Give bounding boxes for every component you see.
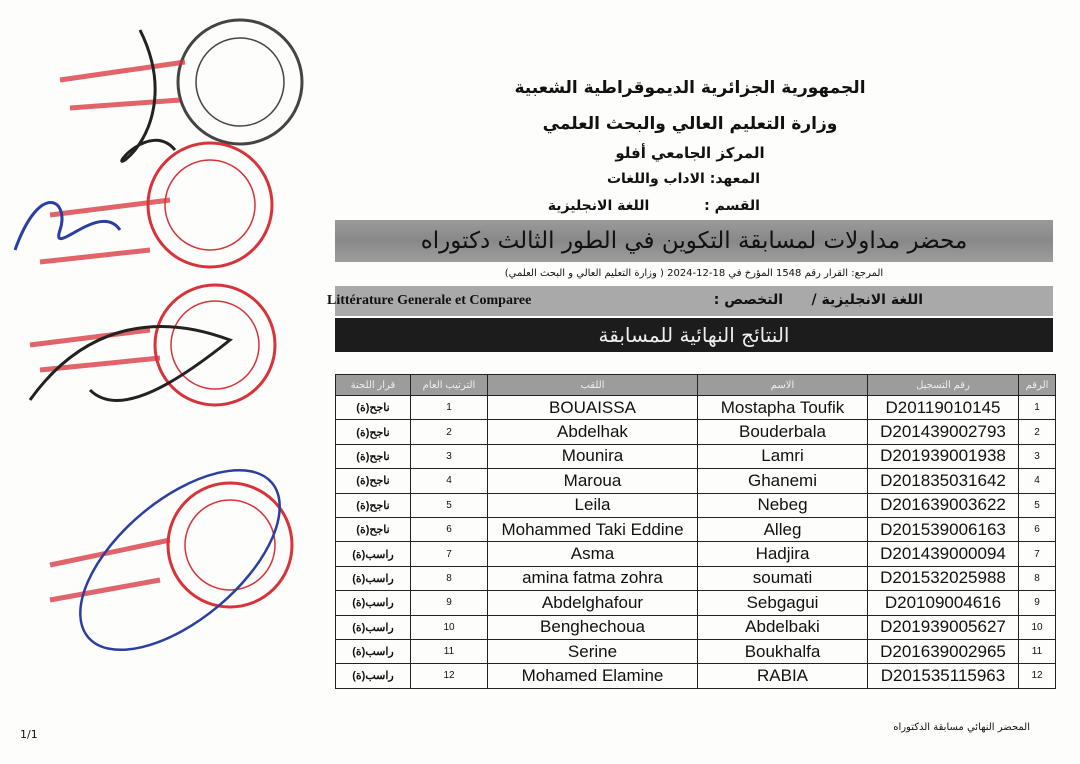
cell-registration: D201532025988 xyxy=(868,566,1019,590)
cell-surname: amina fatma zohra xyxy=(488,566,698,590)
header-first-name: الاسم xyxy=(698,375,868,396)
cell-first-name: Lamri xyxy=(698,444,868,468)
cell-registration: D201439000094 xyxy=(868,542,1019,566)
cell-first-name: Boukhalfa xyxy=(698,639,868,663)
cell-decision: ناجح(ة) xyxy=(336,396,411,420)
center-heading: المركز الجامعي أفلو xyxy=(615,144,765,162)
institute-line xyxy=(560,171,760,187)
cell-decision: راسب(ة) xyxy=(336,664,411,688)
cell-registration: D201639002965 xyxy=(868,639,1019,663)
cell-number: 10 xyxy=(1019,615,1056,639)
cell-surname: BOUAISSA xyxy=(488,396,698,420)
cell-first-name: Abdelbaki xyxy=(698,615,868,639)
cell-registration: D201939005627 xyxy=(868,615,1019,639)
table-row xyxy=(336,566,1056,590)
cell-surname: Mounira xyxy=(488,444,698,468)
document-title: محضر مداولات لمسابقة التكوين في الطور الثالث دكتوراه xyxy=(335,220,1053,262)
cell-decision: ناجح(ة) xyxy=(336,517,411,541)
cell-surname: Serine xyxy=(488,639,698,663)
table-header-row xyxy=(336,375,1056,396)
cell-number: 7 xyxy=(1019,542,1056,566)
cell-rank: 3 xyxy=(411,444,488,468)
header-rank: الترتيب العام xyxy=(411,375,488,396)
cell-surname: Abdelhak xyxy=(488,420,698,444)
cell-registration: D201939001938 xyxy=(868,444,1019,468)
table-row xyxy=(336,542,1056,566)
cell-number: 5 xyxy=(1019,493,1056,517)
signature-dark xyxy=(122,30,175,161)
cell-decision: ناجح(ة) xyxy=(336,444,411,468)
header-decision: قرار اللجنة xyxy=(336,375,411,396)
specialty-value-fr: Littérature Generale et Comparee xyxy=(327,293,532,308)
department-line xyxy=(540,198,760,214)
cell-decision: راسب(ة) xyxy=(336,615,411,639)
cell-number: 3 xyxy=(1019,444,1056,468)
committee-stamp-red xyxy=(168,483,292,607)
cell-decision: راسب(ة) xyxy=(336,591,411,615)
cell-number: 6 xyxy=(1019,517,1056,541)
cell-registration: D201439002793 xyxy=(868,420,1019,444)
cell-number: 11 xyxy=(1019,639,1056,663)
cell-surname: Asma xyxy=(488,542,698,566)
cell-decision: راسب(ة) xyxy=(336,542,411,566)
page-number: 1/1 xyxy=(20,728,38,741)
cell-first-name: Ghanemi xyxy=(698,469,868,493)
cell-registration: D20119010145 xyxy=(868,396,1019,420)
cell-first-name: Alleg xyxy=(698,517,868,541)
results-table xyxy=(335,374,1056,689)
specialty-label: التخصص : xyxy=(713,292,783,308)
results-title: النتائج النهائية للمسابقة xyxy=(335,318,1053,352)
cell-rank: 12 xyxy=(411,664,488,688)
cell-surname: Maroua xyxy=(488,469,698,493)
table-row xyxy=(336,591,1056,615)
table-row xyxy=(336,517,1056,541)
cell-rank: 4 xyxy=(411,469,488,493)
cell-rank: 2 xyxy=(411,420,488,444)
table-row xyxy=(336,444,1056,468)
cell-decision: راسب(ة) xyxy=(336,566,411,590)
cell-decision: راسب(ة) xyxy=(336,639,411,663)
institute-value: الاداب واللغات xyxy=(606,171,705,187)
institute-label: المعهد: xyxy=(709,171,760,187)
cell-registration: D201535115963 xyxy=(868,664,1019,688)
specialty-band xyxy=(327,286,1053,316)
cell-first-name: Nebeg xyxy=(698,493,868,517)
signature-blue-2 xyxy=(50,437,311,683)
republic-heading: الجمهورية الجزائرية الديموقراطية الشعبية xyxy=(514,78,866,98)
cell-surname: Abdelghafour xyxy=(488,591,698,615)
council-stamp-red xyxy=(155,285,275,405)
cell-number: 1 xyxy=(1019,396,1056,420)
cell-surname: Leila xyxy=(488,493,698,517)
department-label: القسم : xyxy=(704,198,760,214)
cell-decision: ناجح(ة) xyxy=(336,493,411,517)
header-registration: رقم التسجيل xyxy=(868,375,1019,396)
cell-rank: 9 xyxy=(411,591,488,615)
table-row xyxy=(336,420,1056,444)
table-row xyxy=(336,639,1056,663)
department-stamp-red xyxy=(148,143,272,267)
table-row xyxy=(336,493,1056,517)
cell-number: 2 xyxy=(1019,420,1056,444)
specialty-value-ar: اللغة الانجليزية / xyxy=(811,292,923,308)
table-row xyxy=(336,664,1056,688)
cell-rank: 6 xyxy=(411,517,488,541)
cell-first-name: Hadjira xyxy=(698,542,868,566)
cell-first-name: Sebgagui xyxy=(698,591,868,615)
reference-line: المرجع: القرار رقم 1548 المؤرخ في 18-12-2024 ( وزارة التعليم العالي و البحث العلمي) xyxy=(504,268,884,279)
cell-first-name: Mostapha Toufik xyxy=(698,396,868,420)
header-number: الرقم xyxy=(1019,375,1056,396)
cell-rank: 8 xyxy=(411,566,488,590)
cell-decision: ناجح(ة) xyxy=(336,469,411,493)
cell-registration: D20109004616 xyxy=(868,591,1019,615)
cell-rank: 5 xyxy=(411,493,488,517)
cell-registration: D201539006163 xyxy=(868,517,1019,541)
cell-first-name: Bouderbala xyxy=(698,420,868,444)
cell-first-name: soumati xyxy=(698,566,868,590)
cell-number: 12 xyxy=(1019,664,1056,688)
footer-caption: المحضر النهائي مسابقة الدكتوراه xyxy=(893,722,1030,733)
table-row xyxy=(336,615,1056,639)
table-row xyxy=(336,396,1056,420)
cell-rank: 10 xyxy=(411,615,488,639)
table-row xyxy=(336,469,1056,493)
cell-number: 9 xyxy=(1019,591,1056,615)
cell-number: 4 xyxy=(1019,469,1056,493)
cell-registration: D201835031642 xyxy=(868,469,1019,493)
header-surname: اللقب xyxy=(488,375,698,396)
cell-first-name: RABIA xyxy=(698,664,868,688)
cell-rank: 7 xyxy=(411,542,488,566)
cell-registration: D201639003622 xyxy=(868,493,1019,517)
cell-number: 8 xyxy=(1019,566,1056,590)
cell-surname: Mohammed Taki Eddine xyxy=(488,517,698,541)
ministry-heading: وزارة التعليم العالي والبحث العلمي xyxy=(542,114,838,134)
stamps-and-signatures xyxy=(0,0,330,700)
department-value: اللغة الانجليزية xyxy=(547,198,650,214)
cell-decision: ناجح(ة) xyxy=(336,420,411,444)
cell-rank: 1 xyxy=(411,396,488,420)
cell-surname: Benghechoua xyxy=(488,615,698,639)
cell-surname: Mohamed Elamine xyxy=(488,664,698,688)
cell-rank: 11 xyxy=(411,639,488,663)
